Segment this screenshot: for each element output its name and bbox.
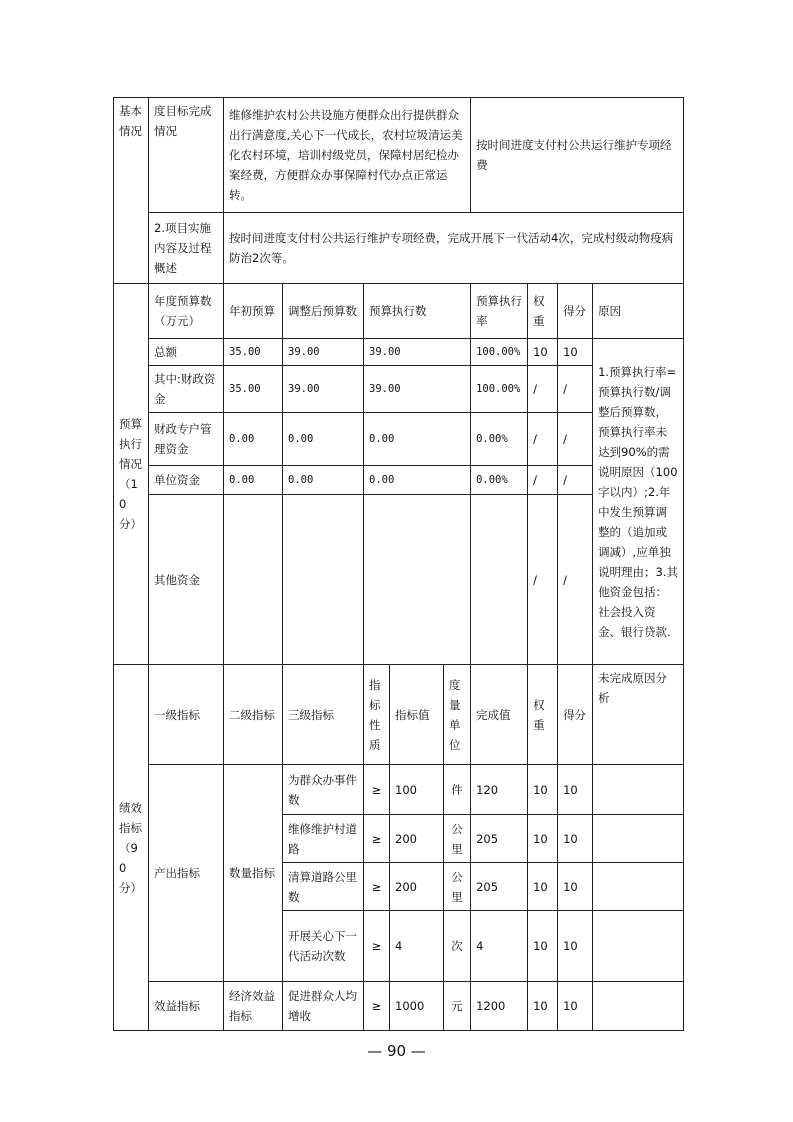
basic-section-label: 基本情况 [114, 98, 149, 284]
performance-section-label: 绩效指标（90分） [114, 665, 149, 1031]
indicator-nature: ≥ [364, 765, 390, 815]
reason-empty [593, 863, 684, 911]
perf-header: 权重 [528, 665, 558, 765]
adjusted-budget: 0.00 [283, 413, 364, 466]
indicator-value: 200 [390, 815, 444, 863]
initial-budget: 35.00 [224, 339, 283, 366]
initial-budget: 0.00 [224, 413, 283, 466]
weight: / [528, 466, 558, 495]
budget-header: 得分 [558, 284, 593, 339]
executed-budget: 39.00 [364, 366, 471, 413]
implementation-label: 2.项目实施内容及过程概述 [149, 213, 224, 284]
weight: 10 [528, 863, 558, 911]
execution-rate [471, 495, 528, 665]
indicator-row [114, 765, 684, 815]
adjusted-budget [283, 495, 364, 665]
execution-rate: 0.00% [471, 413, 528, 466]
budget-header: 权重 [528, 284, 558, 339]
budget-header: 原因 [593, 284, 684, 339]
budget-row [114, 339, 684, 366]
adjusted-budget: 39.00 [283, 339, 364, 366]
level3-indicator: 开展关心下一代活动次数 [283, 911, 364, 982]
row-name: 总额 [149, 339, 224, 366]
adjusted-budget: 0.00 [283, 466, 364, 495]
adjusted-budget: 39.00 [283, 366, 364, 413]
level3-indicator: 为群众办事件数 [283, 765, 364, 815]
row-name: 单位资金 [149, 466, 224, 495]
perf-header: 未完成原因分析 [593, 665, 684, 765]
budget-header: 年初预算 [224, 284, 283, 339]
actual-completion-text: 按时间进度支付村公共运行维护专项经费 [471, 98, 684, 213]
score: / [558, 366, 593, 413]
perf-header: 二级指标 [224, 665, 283, 765]
page-number: — 90 — [367, 1042, 426, 1060]
actual-value: 120 [471, 765, 528, 815]
score: / [558, 495, 593, 665]
indicator-nature: ≥ [364, 982, 390, 1031]
score: / [558, 413, 593, 466]
executed-budget: 0.00 [364, 466, 471, 495]
weight: 10 [528, 982, 558, 1031]
row-name: 财政专户管理资金 [149, 413, 224, 466]
unit: 次 [444, 911, 471, 982]
budget-header: 年度预算数（万元） [149, 284, 224, 339]
execution-rate: 100.00% [471, 366, 528, 413]
unit: 公里 [444, 815, 471, 863]
perf-header: 指标值 [390, 665, 444, 765]
weight: / [528, 366, 558, 413]
initial-budget [224, 495, 283, 665]
budget-section-label: 预算执行情况（10分） [114, 284, 149, 665]
weight: 10 [528, 765, 558, 815]
indicator-value: 100 [390, 765, 444, 815]
quantity-indicator-label: 数量指标 [224, 765, 283, 982]
level3-indicator: 促进群众人均增收 [283, 982, 364, 1031]
weight: 10 [528, 911, 558, 982]
budget-header: 调整后预算数 [283, 284, 364, 339]
weight: / [528, 413, 558, 466]
reason-empty [593, 911, 684, 982]
output-indicator-label: 产出指标 [149, 765, 224, 982]
executed-budget [364, 495, 471, 665]
unit: 元 [444, 982, 471, 1031]
score: 10 [558, 339, 593, 366]
level3-indicator: 维修维护村道路 [283, 815, 364, 863]
actual-value: 1200 [471, 982, 528, 1031]
indicator-value: 4 [390, 911, 444, 982]
perf-header: 完成值 [471, 665, 528, 765]
actual-value: 205 [471, 815, 528, 863]
reason-empty [593, 982, 684, 1031]
actual-value: 4 [471, 911, 528, 982]
unit: 件 [444, 765, 471, 815]
actual-value: 205 [471, 863, 528, 911]
budget-header: 预算执行率 [471, 284, 528, 339]
indicator-nature: ≥ [364, 911, 390, 982]
weight: / [528, 495, 558, 665]
reason-empty [593, 815, 684, 863]
perf-header: 一级指标 [149, 665, 224, 765]
executed-budget: 39.00 [364, 339, 471, 366]
score: 10 [558, 982, 593, 1031]
indicator-value: 1000 [390, 982, 444, 1031]
perf-header: 度量单位 [444, 665, 471, 765]
perf-header: 指标性质 [364, 665, 390, 765]
row-name: 其中:财政资金 [149, 366, 224, 413]
score: / [558, 466, 593, 495]
score: 10 [558, 911, 593, 982]
score: 10 [558, 863, 593, 911]
target-completion-label: 度目标完成情况 [149, 98, 224, 213]
budget-header: 预算执行数 [364, 284, 471, 339]
execution-rate: 0.00% [471, 466, 528, 495]
score: 10 [558, 765, 593, 815]
unit: 公里 [444, 863, 471, 911]
economic-benefit-label: 经济效益指标 [224, 982, 283, 1031]
row-name: 其他资金 [149, 495, 224, 665]
execution-rate: 100.00% [471, 339, 528, 366]
weight: 10 [528, 815, 558, 863]
reason-empty [593, 765, 684, 815]
budget-reason: 1.预算执行率=预算执行数/调整后预算数，预算执行率未达到90%的需说明原因（100字以内）;2.年中发生预算调整的（追加或调减）,应单独说明理由；3.其他资金包括：社会投入资金、银行贷款. [593, 339, 684, 665]
score: 10 [558, 815, 593, 863]
indicator-value: 200 [390, 863, 444, 911]
initial-budget: 35.00 [224, 366, 283, 413]
level3-indicator: 清算道路公里数 [283, 863, 364, 911]
indicator-row [114, 982, 684, 1031]
indicator-nature: ≥ [364, 863, 390, 911]
executed-budget: 0.00 [364, 413, 471, 466]
perf-header: 得分 [558, 665, 593, 765]
implementation-text: 按时间进度支付村公共运行维护专项经费，完成开展下一代活动4次，完成村级动物疫病防治2次等。 [224, 213, 684, 284]
indicator-nature: ≥ [364, 815, 390, 863]
weight: 10 [528, 339, 558, 366]
initial-budget: 0.00 [224, 466, 283, 495]
performance-evaluation-table [113, 97, 684, 1031]
perf-header: 三级指标 [283, 665, 364, 765]
benefit-indicator-label: 效益指标 [149, 982, 224, 1031]
target-text: 维修维护农村公共设施方便群众出行提供群众出行满意度,关心下一代成长，农村垃圾清运美化农村环境，培训村级党员，保障村居纪检办案经费，方便群众办事保障村代办点正常运转。 [224, 98, 471, 213]
